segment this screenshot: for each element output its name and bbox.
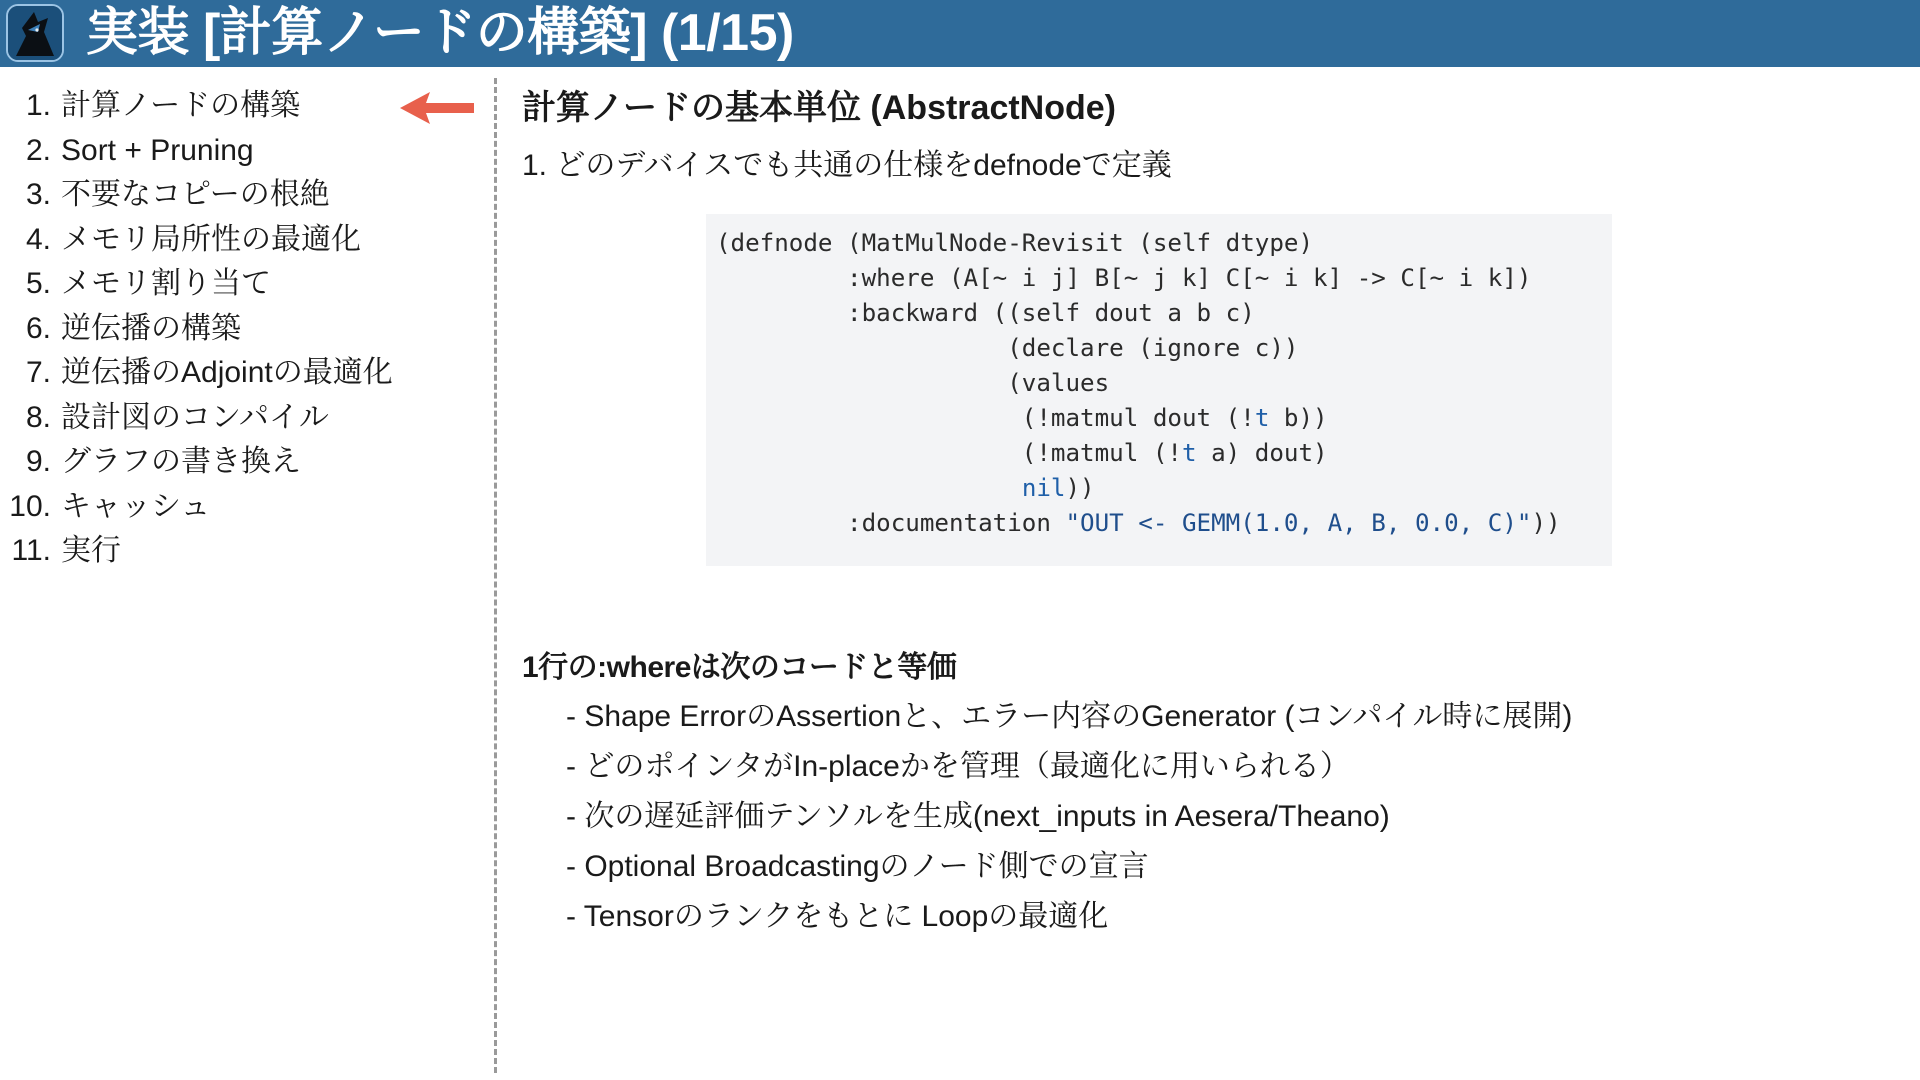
code-line: (defnode (MatMulNode-Revisit (self dtype) [716, 229, 1314, 257]
toc-item[interactable]: 9. グラフの書き換え [0, 440, 480, 485]
code-line: nil)) [1021, 474, 1095, 502]
list-item: - Shape ErrorのAssertionと、エラー内容のGenerator (コンパイル時に展開) [566, 700, 1573, 733]
code-line: :documentation "OUT <- GEMM(1.0, A, B, 0.0, C)")) [716, 509, 1561, 537]
slide-title: 実装 [計算ノードの構築] (1/15) [86, 4, 794, 62]
toc-item-label: 不要なコピーの根絶 [61, 178, 330, 211]
toc-item[interactable]: 8. 設計図のコンパイル [0, 396, 480, 441]
list-item: - どのポインタがIn-placeかを管理（最適化に用いられる） [566, 750, 1350, 783]
toc-item[interactable]: 10. キャッシュ [0, 485, 480, 530]
toc-item[interactable]: 2. Sort + Pruning [0, 129, 480, 174]
bullet-list [566, 692, 1572, 942]
code-line: (declare (ignore c)) [716, 334, 1299, 362]
code-line: (values [716, 369, 1110, 397]
code-line: :where (A[~ i j] B[~ j k] C[~ i k] -> C[~ i k]) [716, 264, 1532, 292]
toc-item[interactable]: 7. 逆伝播のAdjointの最適化 [0, 351, 480, 396]
list-item: - 次の遅延評価テンソルを生成(next_inputs in Aesera/Theano) [566, 800, 1390, 833]
toc-item-label: 実行 [61, 534, 121, 567]
slide-header [0, 0, 1920, 67]
section-heading: 計算ノードの基本単位 (AbstractNode) [522, 89, 1116, 127]
toc-item-label: グラフの書き換え [61, 445, 301, 478]
toc-item-label: キャッシュ [61, 489, 211, 523]
toc-item[interactable]: 1. 計算ノードの構築 [0, 84, 480, 129]
toc-item[interactable]: 11. 実行 [0, 529, 480, 574]
toc-item-label: Sort + Pruning [61, 133, 254, 167]
subheading: 1行の:whereは次のコードと等価 [522, 651, 957, 684]
code-keyword: t [1182, 439, 1197, 467]
intro-text: 1. どのデバイスでも共通の仕様をdefnodeで定義 [522, 149, 1172, 182]
toc-item-label: 計算ノードの構築 [61, 89, 301, 122]
vertical-divider [494, 78, 497, 1073]
toc-item-label: 逆伝播の構築 [61, 311, 241, 345]
code-line: :backward ((self dout a b c) [716, 299, 1255, 327]
toc-item-label: 設計図のコンパイル [61, 400, 329, 434]
code-keyword: t [1254, 404, 1270, 432]
toc-item-label: メモリ割り当て [61, 267, 271, 300]
table-of-contents [0, 84, 480, 574]
code-string: "OUT <- GEMM(1.0, A, B, 0.0, C)" [1065, 509, 1532, 537]
left-arrow-icon [400, 92, 474, 124]
list-item: - Tensorのランクをもとに Loopの最適化 [566, 900, 1109, 933]
code-block [706, 214, 1612, 566]
wizard-logo-icon [6, 4, 64, 62]
toc-item[interactable]: 5. メモリ割り当て [0, 262, 480, 307]
toc-item-label: 逆伝播のAdjointの最適化 [61, 356, 393, 389]
toc-item[interactable]: 6. 逆伝播の構築 [0, 307, 480, 352]
code-line: (!matmul (!t a) dout) [716, 439, 1328, 467]
code-keyword: nil [1021, 474, 1066, 502]
toc-item[interactable]: 4. メモリ局所性の最適化 [0, 218, 480, 263]
toc-item[interactable]: 3. 不要なコピーの根絶 [0, 173, 480, 218]
list-item: - Optional Broadcastingのノード側での宣言 [566, 850, 1149, 883]
code-line: (!matmul dout (!t b)) [716, 404, 1328, 432]
toc-item-label: メモリ局所性の最適化 [61, 222, 361, 256]
